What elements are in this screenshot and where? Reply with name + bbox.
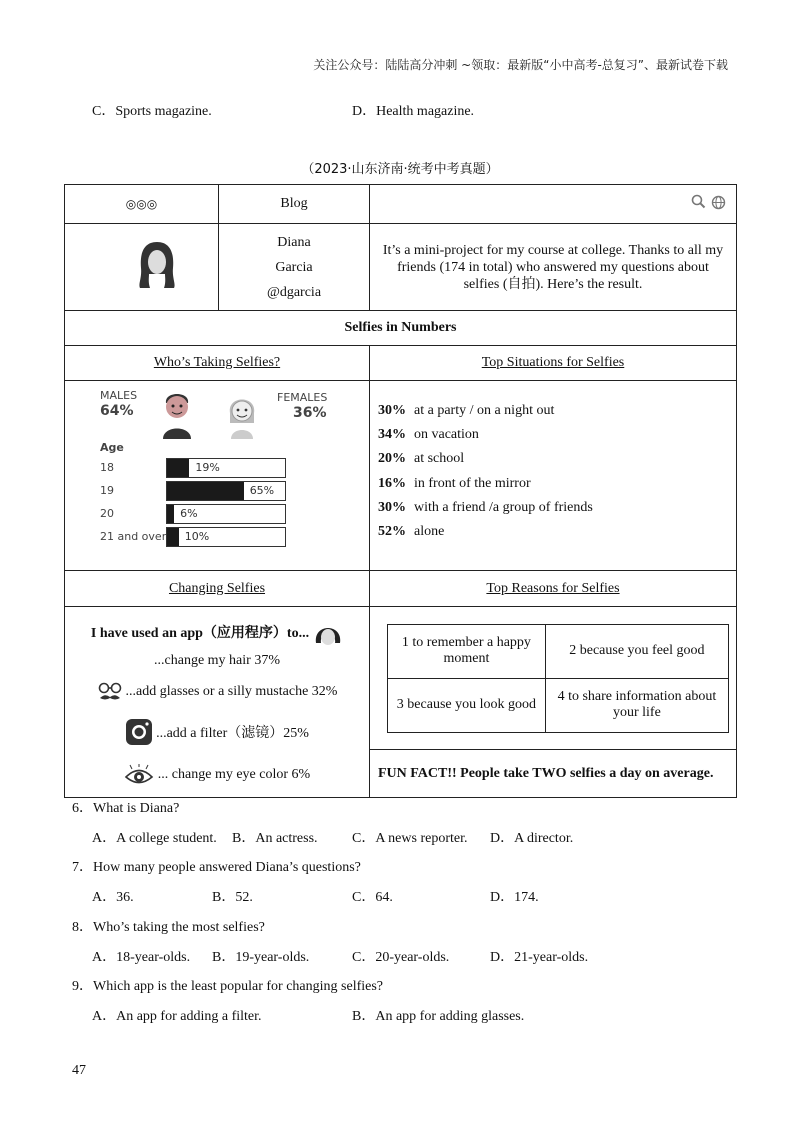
age-row-label: 20 <box>100 507 114 520</box>
change-hair: ...change my hair 37% <box>154 653 280 668</box>
question-6-option-b: B．An actress. <box>232 831 318 846</box>
male-face-icon <box>160 387 194 439</box>
situation-item <box>378 427 736 451</box>
situation-item <box>378 500 736 524</box>
age-row-label: 21 and over <box>100 530 167 543</box>
source-line: （2023·山东济南·统考中考真题） <box>301 162 499 177</box>
question-7-option-c: C．64. <box>352 890 393 905</box>
avatar <box>132 238 182 292</box>
situation-pct: 16% <box>378 475 406 491</box>
age-bar <box>166 458 286 478</box>
camera-icon <box>125 718 153 746</box>
age-row <box>100 458 300 478</box>
changing-cell <box>65 607 370 798</box>
author-cell <box>219 224 370 311</box>
who-heading: Who’s Taking Selfies? <box>153 355 281 370</box>
age-bar <box>166 527 286 547</box>
age-row-label: 18 <box>100 461 114 474</box>
situations-heading: Top Situations for Selfies <box>481 355 625 370</box>
question-6-stem: 6．What is Diana? <box>72 801 180 816</box>
age-label: Age <box>100 441 124 454</box>
question-6-option-d: D．A director. <box>490 831 574 846</box>
header-note: 关注公众号：陆陆高分冲刺 ~领取：最新版“小中高考-总复习”、最新试卷下载 <box>313 58 728 72</box>
browser-dots: ◎◎◎ <box>65 185 219 224</box>
blog-title: Blog <box>219 185 370 224</box>
situation-text: alone <box>414 524 445 540</box>
change-eye-color: ... change my eye color 6% <box>157 767 311 782</box>
age-bar-fill <box>167 482 244 500</box>
blog-table <box>64 184 737 798</box>
question-8-stem: 8．Who’s taking the most selfies? <box>72 920 265 935</box>
globe-icon[interactable] <box>711 195 726 210</box>
reason-1: 1 to remember a happy moment <box>388 624 546 678</box>
question-7-option-d: D．174. <box>490 890 539 905</box>
question-7-option-b: B．52. <box>212 890 253 905</box>
question-8-option-b: B．19-year-olds. <box>212 950 310 965</box>
search-icon[interactable] <box>691 194 706 209</box>
question-8-option-d: D．21-year-olds. <box>490 950 589 965</box>
reasons-cell <box>370 607 737 750</box>
female-face-icon <box>225 391 259 439</box>
females-label: FEMALES <box>277 391 328 404</box>
age-row <box>100 527 300 547</box>
age-bar-fill <box>167 459 189 477</box>
question-9-stem: 9．Which app is the least popular for changing selfies? <box>72 979 384 994</box>
situation-pct: 52% <box>378 524 406 540</box>
question-6-option-a: A．A college student. <box>92 831 217 846</box>
question-7-option-a: A．36. <box>92 890 134 905</box>
reasons-table <box>387 624 729 733</box>
females-pct: 36% <box>293 405 327 421</box>
option-c-prev: C．Sports magazine. <box>92 104 212 119</box>
author-first-name: Diana <box>277 234 311 250</box>
question-8-option-a: A．18-year-olds. <box>92 950 191 965</box>
app-intro: I have used an app（应用程序）to... <box>90 626 310 641</box>
situation-item <box>378 451 736 475</box>
age-bar <box>166 504 286 524</box>
situation-item <box>378 476 736 500</box>
page-number: 47 <box>72 1063 86 1078</box>
situation-item <box>378 524 736 548</box>
situations-cell <box>370 381 737 571</box>
situations-list <box>378 403 736 549</box>
question-9-option-a: A．An app for adding a filter. <box>92 1009 262 1024</box>
situation-item <box>378 403 736 427</box>
change-filter: ...add a filter（滤镜）25% <box>156 726 309 741</box>
situation-pct: 34% <box>378 426 406 442</box>
option-d-prev: D．Health magazine. <box>352 104 475 119</box>
age-row-label: 19 <box>100 484 114 497</box>
browser-toolbar <box>370 185 737 224</box>
males-pct: 64% <box>100 403 134 419</box>
change-glasses: ...add glasses or a silly mustache 32% <box>125 684 338 699</box>
question-6-option-c: C．A news reporter. <box>352 831 468 846</box>
age-bar-value: 6% <box>180 507 198 520</box>
reasons-heading: Top Reasons for Selfies <box>486 580 620 596</box>
who-taking-cell <box>65 381 370 571</box>
situation-pct: 30% <box>378 402 406 418</box>
age-bar-value: 19% <box>195 461 220 474</box>
situation-pct: 20% <box>378 451 406 467</box>
situation-text: at school <box>414 451 465 467</box>
question-9-option-b: B．An app for adding glasses. <box>352 1009 525 1024</box>
reason-2: 2 because you feel good <box>545 624 728 678</box>
situation-text: with a friend /a group of friends <box>414 499 593 515</box>
situation-text: at a party / on a night out <box>414 402 555 418</box>
situation-pct: 30% <box>378 499 406 515</box>
author-handle[interactable]: @dgarcia <box>266 284 322 300</box>
age-row <box>100 504 300 524</box>
blog-intro: It’s a mini-project for my course at college. Thanks to all my friends (174 in total) who answered my questions about selfies (自拍). Here’s the result. <box>370 224 737 311</box>
age-row <box>100 481 300 501</box>
age-chart <box>100 458 340 558</box>
situation-text: on vacation <box>414 426 479 442</box>
reason-4: 4 to share information about your life <box>545 678 728 732</box>
reason-3: 3 because you look good <box>388 678 546 732</box>
age-bar-fill <box>167 528 179 546</box>
situation-text: in front of the mirror <box>414 475 531 491</box>
glasses-mustache-icon <box>97 682 123 702</box>
question-7-stem: 7．How many people answered Diana’s questions? <box>72 860 361 875</box>
question-8-option-c: C．20-year-olds. <box>352 950 450 965</box>
age-bar <box>166 481 286 501</box>
eye-icon <box>124 764 154 786</box>
males-label: MALES <box>100 389 138 402</box>
hair-icon <box>313 617 343 647</box>
age-bar-value: 10% <box>184 530 210 543</box>
section-title: Selfies in Numbers <box>65 311 737 346</box>
author-last-name: Garcia <box>275 259 313 275</box>
changing-heading: Changing Selfies <box>168 580 266 596</box>
age-bar-fill <box>167 505 174 523</box>
fun-fact: FUN FACT!! People take TWO selfies a day on average. <box>370 750 737 798</box>
avatar-cell <box>65 224 219 311</box>
age-bar-value: 65% <box>249 484 275 497</box>
